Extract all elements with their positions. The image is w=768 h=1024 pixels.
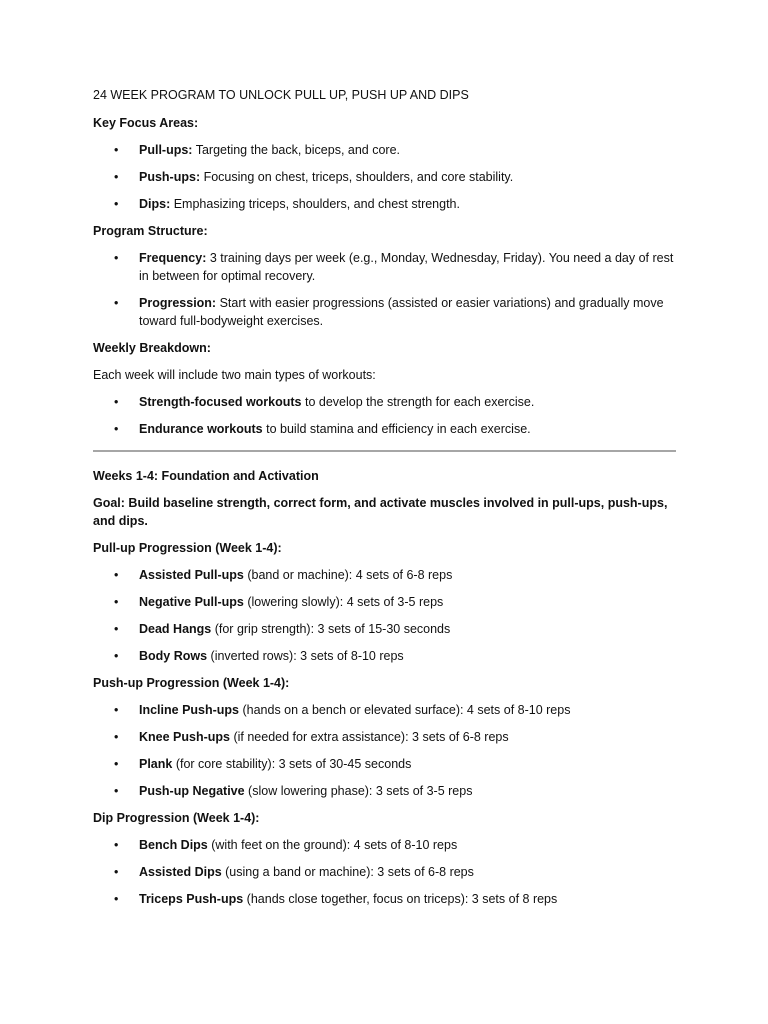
dip-progression-heading: Dip Progression (Week 1-4): [93,811,260,825]
bullet-icon: • [114,143,119,157]
item-text: (for core stability): 3 sets of 30-45 seconds [172,757,412,771]
item-text: (hands close together, focus on triceps): 3 sets of 8 reps [243,892,558,906]
item-text: 3 training days per week (e.g., Monday, Wednesday, Friday). You need a day of rest in between for optimal recovery. [139,251,674,283]
bullet-icon: • [114,422,119,436]
program-structure-list [93,249,677,330]
horizontal-divider [93,450,676,452]
item-text: Targeting the back, biceps, and core. [192,143,401,157]
item-label: Pull-ups: [139,143,193,157]
item-text: (hands on a bench or elevated surface): 4 sets of 8-10 reps [239,703,571,717]
key-focus-heading: Key Focus Areas: [93,116,199,130]
list-item [93,195,677,213]
item-text: to develop the strength for each exercise. [301,395,535,409]
bullet-icon: • [114,838,119,852]
item-text: (slow lowering phase): 3 sets of 3-5 reps [244,784,473,798]
item-label: Strength-focused workouts [139,395,302,409]
key-focus-list [93,141,677,213]
item-label: Knee Push-ups [139,730,230,744]
phase-goal: Goal: Build baseline strength, correct form, and activate muscles involved in pull-ups, push-ups, and dips. [93,496,668,528]
bullet-icon: • [114,595,119,609]
pullup-progression-list [93,566,677,665]
item-text: (inverted rows): 3 sets of 8-10 reps [207,649,404,663]
item-label: Frequency: [139,251,207,265]
bullet-icon: • [114,703,119,717]
bullet-icon: • [114,730,119,744]
item-text: (lowering slowly): 4 sets of 3-5 reps [243,595,444,609]
list-item [93,141,677,159]
bullet-icon: • [114,395,119,409]
list-item [93,168,677,186]
bullet-icon: • [114,865,119,879]
item-text: Start with easier progressions (assisted or easier variations) and gradually move toward full-bodyweight exercises. [139,296,664,328]
list-item [93,728,677,746]
item-text: (with feet on the ground): 4 sets of 8-10 reps [207,838,458,852]
list-item [93,836,677,854]
weekly-breakdown-intro: Each week will include two main types of workouts: [93,368,376,382]
bullet-icon: • [114,757,119,771]
list-item [93,755,677,773]
bullet-icon: • [114,568,119,582]
item-label: Negative Pull-ups [139,595,244,609]
bullet-icon: • [114,784,119,798]
item-label: Assisted Pull-ups [139,568,244,582]
list-item [93,890,677,908]
list-item [93,620,677,638]
item-label: Body Rows [139,649,208,663]
bullet-icon: • [114,892,119,906]
item-text: Focusing on chest, triceps, shoulders, and core stability. [200,170,514,184]
list-item [93,863,677,881]
pullup-progression-heading: Pull-up Progression (Week 1-4): [93,541,282,555]
item-text: (for grip strength): 3 sets of 15-30 seconds [211,622,451,636]
item-label: Push-up Negative [139,784,245,798]
phase-heading: Weeks 1-4: Foundation and Activation [93,469,319,483]
list-item [93,701,677,719]
list-item [93,647,677,665]
pushup-progression-heading: Push-up Progression (Week 1-4): [93,676,290,690]
weekly-breakdown-heading: Weekly Breakdown: [93,341,211,355]
item-label: Endurance workouts [139,422,263,436]
document-title: 24 WEEK PROGRAM TO UNLOCK PULL UP, PUSH UP AND DIPS [93,88,469,102]
item-label: Assisted Dips [139,865,222,879]
list-item [93,294,677,330]
list-item [93,420,677,438]
item-label: Dips: [139,197,171,211]
item-text: to build stamina and efficiency in each exercise. [262,422,531,436]
list-item [93,566,677,584]
item-label: Triceps Push-ups [139,892,244,906]
program-structure-heading: Program Structure: [93,224,208,238]
dip-progression-list [93,836,677,908]
bullet-icon: • [114,251,119,265]
bullet-icon: • [114,197,119,211]
bullet-icon: • [114,649,119,663]
bullet-icon: • [114,170,119,184]
item-text: (using a band or machine): 3 sets of 6-8 reps [221,865,474,879]
bullet-icon: • [114,622,119,636]
item-text: (band or machine): 4 sets of 6-8 reps [243,568,453,582]
weekly-breakdown-list [93,393,677,438]
item-label: Incline Push-ups [139,703,240,717]
pushup-progression-list [93,701,677,800]
list-item [93,593,677,611]
item-label: Progression: [139,296,217,310]
list-item [93,782,677,800]
document-body [93,86,677,917]
list-item [93,249,677,285]
item-text: Emphasizing triceps, shoulders, and chest strength. [170,197,460,211]
bullet-icon: • [114,296,119,310]
item-label: Dead Hangs [139,622,212,636]
list-item [93,393,677,411]
item-label: Push-ups: [139,170,201,184]
item-label: Plank [139,757,173,771]
item-text: (if needed for extra assistance): 3 sets of 6-8 reps [230,730,509,744]
item-label: Bench Dips [139,838,208,852]
